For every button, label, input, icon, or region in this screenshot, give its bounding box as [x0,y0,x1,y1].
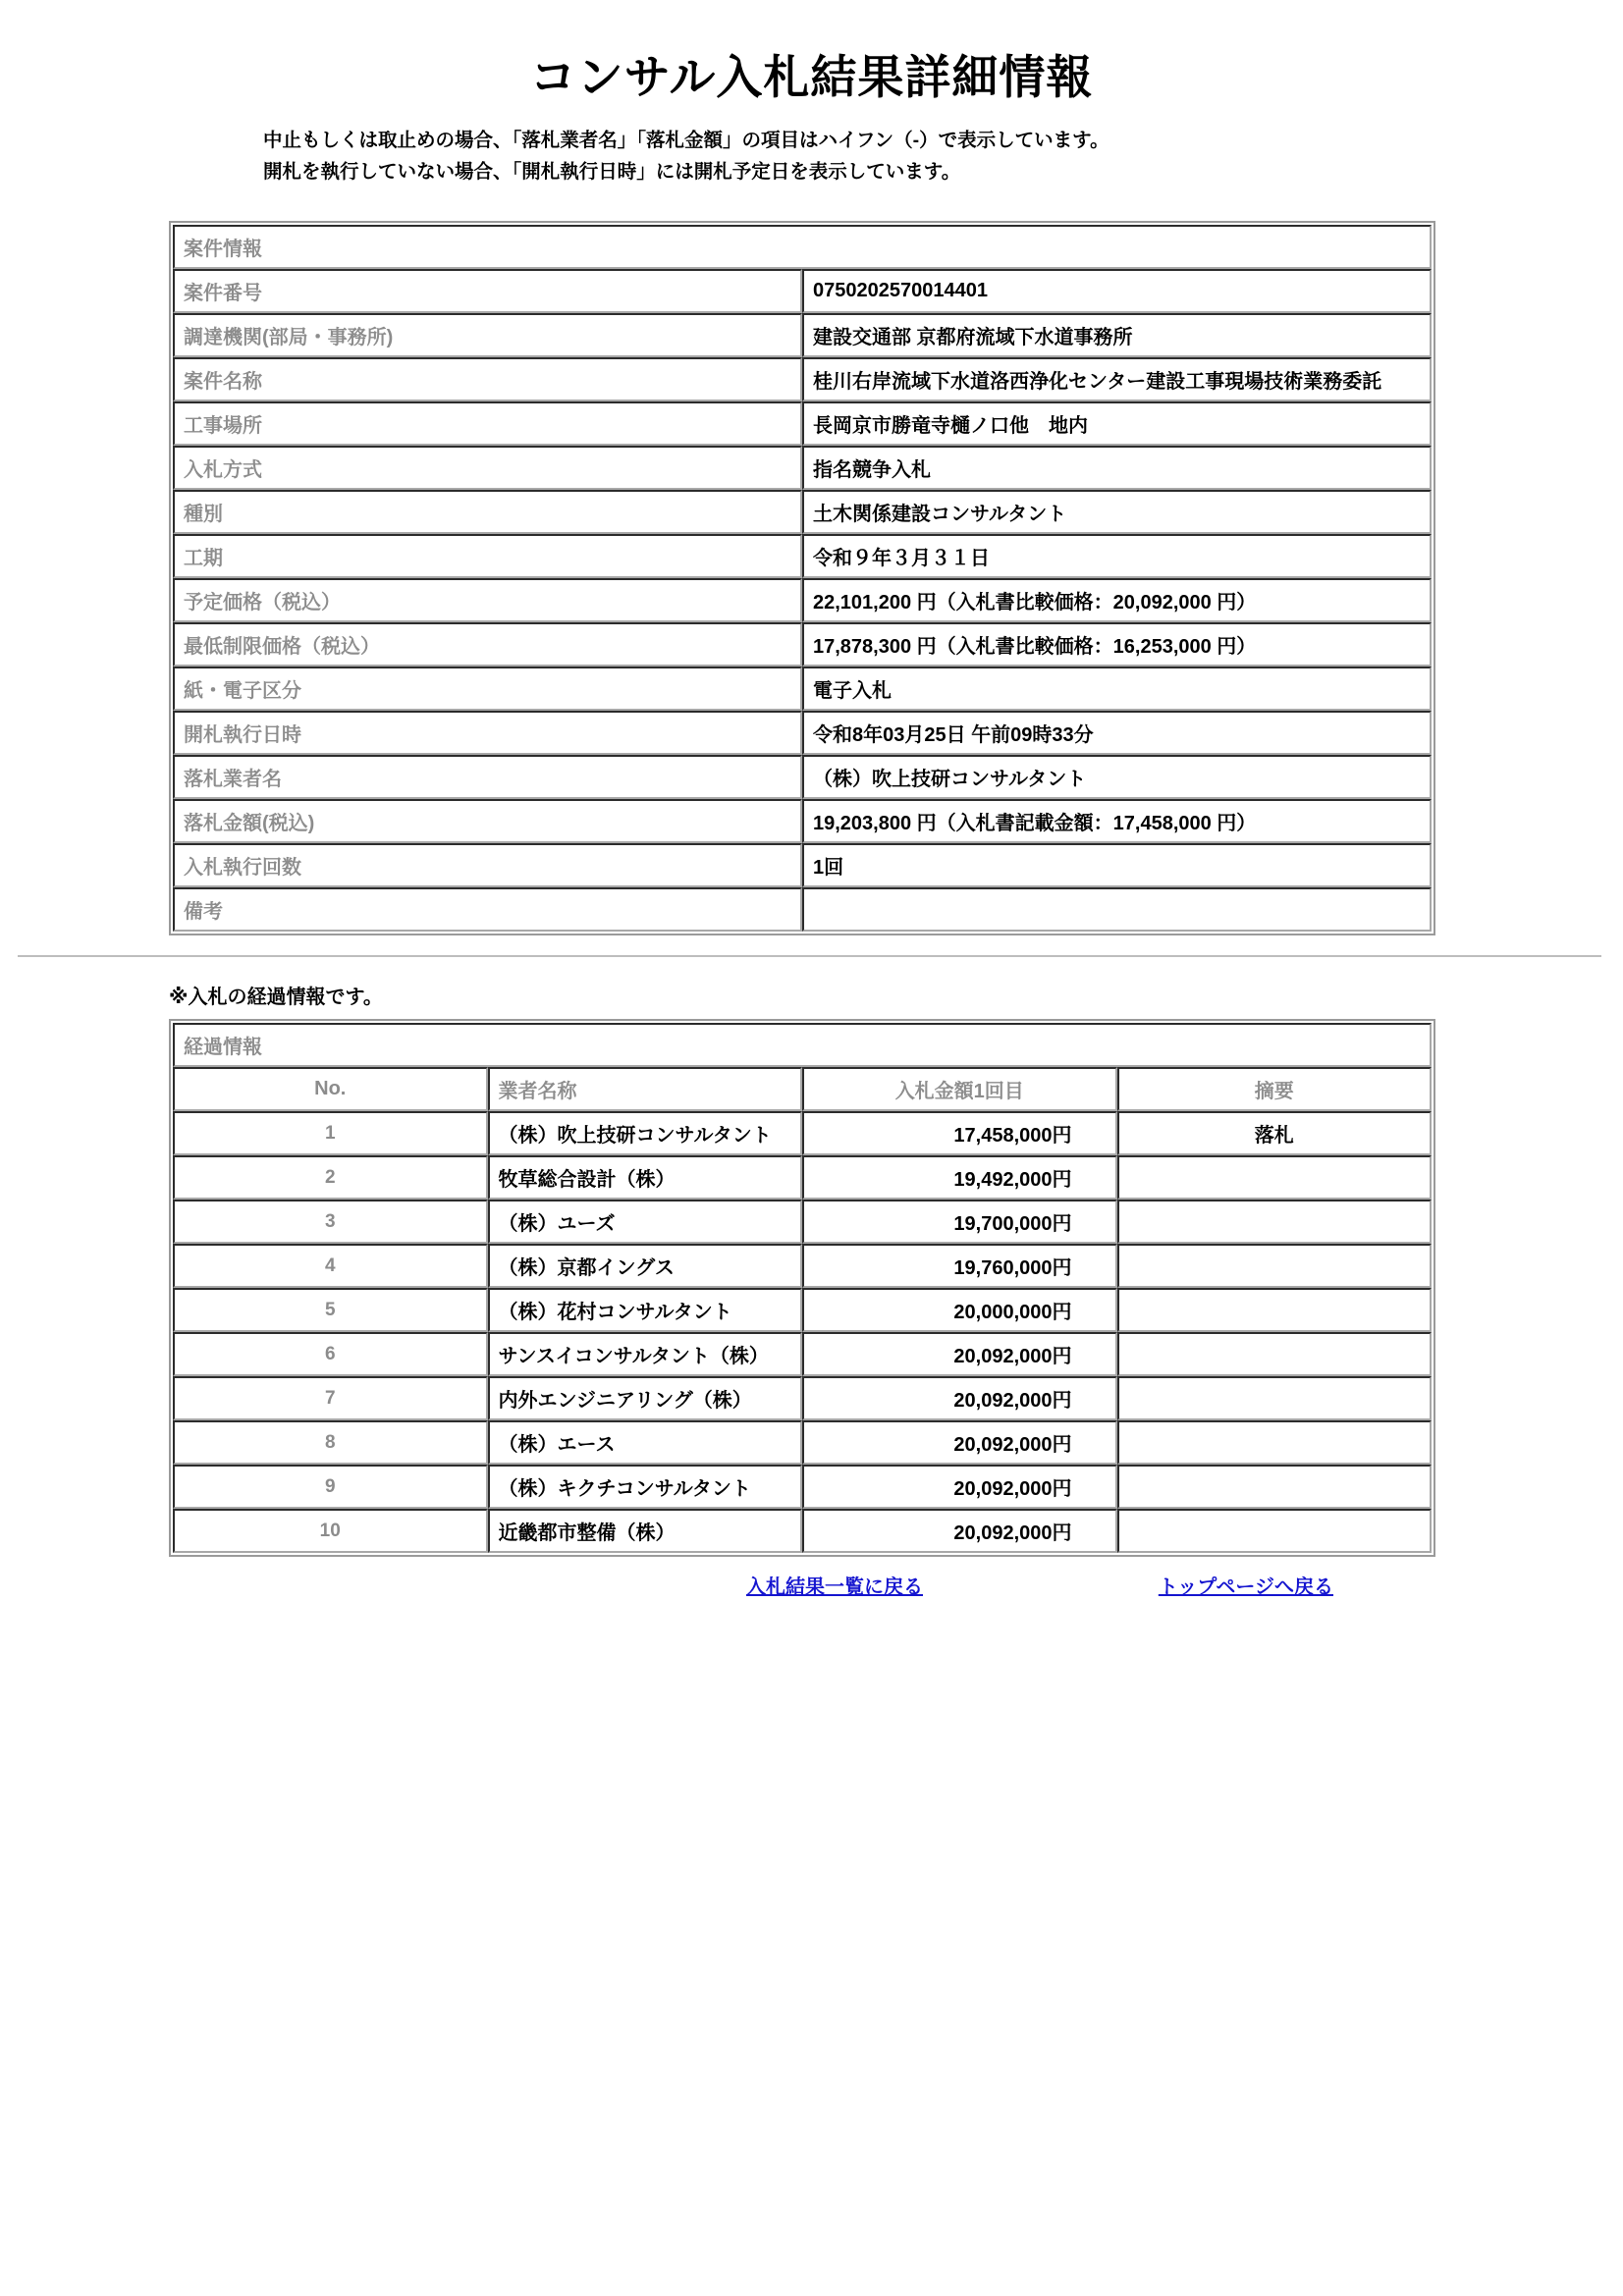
case-info-row [173,578,1432,622]
progress-table-wrapper [169,1019,1435,1557]
progress-cell-amount: 20,092,000円 [802,1509,1117,1553]
progress-cell-amount: 20,092,000円 [802,1332,1117,1376]
progress-cell-remark [1117,1465,1433,1509]
case-info-label: 工期 [173,534,802,578]
progress-cell-name: （株）花村コンサルタント [488,1288,803,1332]
case-info-label: 調達機関(部局・事務所) [173,313,802,357]
case-info-value: （株）吹上技研コンサルタント [802,755,1432,799]
progress-cell-no: 1 [173,1111,488,1155]
progress-cell-name: 内外エンジニアリング（株） [488,1376,803,1420]
case-info-table [173,225,1432,932]
case-info-label: 案件番号 [173,269,802,313]
progress-cell-remark: 落札 [1117,1111,1433,1155]
progress-banner-row [173,1023,1432,1067]
subtitle-line-1: 中止もしくは取止めの場合、「落札業者名」「落札金額」の項目はハイフン（-）で表示しています。 [263,130,1109,152]
progress-header-row [173,1067,1432,1111]
case-info-label: 落札金額(税込) [173,799,802,843]
progress-cell-amount: 20,092,000円 [802,1376,1117,1420]
case-info-value: 土木関係建設コンサルタント [802,490,1432,534]
progress-cell-no: 9 [173,1465,488,1509]
progress-cell-remark [1117,1155,1433,1200]
case-info-section-title: 案件情報 [173,225,1432,269]
case-info-row [173,799,1432,843]
progress-cell-amount: 20,092,000円 [802,1420,1117,1465]
case-info-value: 令和９年３月３１日 [802,534,1432,578]
progress-cell-no: 6 [173,1332,488,1376]
case-info-banner-row [173,225,1432,269]
case-info-row [173,887,1432,932]
footer-links [169,1571,1435,1604]
progress-cell-no: 10 [173,1509,488,1553]
progress-cell-no: 7 [173,1376,488,1420]
progress-cell-remark [1117,1376,1433,1420]
table-row [173,1509,1432,1553]
case-info-value: 0750202570014401 [802,269,1432,313]
case-info-label: 紙・電子区分 [173,667,802,711]
case-info-row [173,357,1432,401]
progress-section-title: 経過情報 [173,1023,1432,1067]
progress-cell-amount: 19,760,000円 [802,1244,1117,1288]
case-info-row [173,490,1432,534]
progress-cell-remark [1117,1200,1433,1244]
progress-cell-no: 4 [173,1244,488,1288]
progress-cell-name: （株）エース [488,1420,803,1465]
table-row [173,1155,1432,1200]
subtitle-line-2: 開札を執行していない場合、「開札執行日時」には開札予定日を表示しています。 [263,160,961,183]
progress-cell-amount: 19,492,000円 [802,1155,1117,1200]
progress-cell-amount: 19,700,000円 [802,1200,1117,1244]
progress-column-header-no: No. [173,1067,488,1111]
case-info-label: 最低制限価格（税込） [173,622,802,667]
progress-cell-name: 近畿都市整備（株） [488,1509,803,1553]
case-info-row [173,269,1432,313]
case-info-label: 工事場所 [173,401,802,446]
progress-cell-amount: 20,000,000円 [802,1288,1117,1332]
case-info-value: 建設交通部 京都府流域下水道事務所 [802,313,1432,357]
progress-column-header-name: 業者名称 [488,1067,803,1111]
case-info-label: 入札執行回数 [173,843,802,887]
case-info-value: 長岡京市勝竜寺樋ノ口他 地内 [802,401,1432,446]
progress-cell-name: （株）吹上技研コンサルタント [488,1111,803,1155]
table-row [173,1332,1432,1376]
progress-cell-amount: 17,458,000円 [802,1111,1117,1155]
case-info-label: 落札業者名 [173,755,802,799]
table-row [173,1200,1432,1244]
progress-cell-remark [1117,1244,1433,1288]
progress-cell-remark [1117,1288,1433,1332]
case-info-value: 1回 [802,843,1432,887]
progress-cell-remark [1117,1509,1433,1553]
progress-cell-name: 牧草総合設計（株） [488,1155,803,1200]
table-row [173,1465,1432,1509]
case-info-value: 桂川右岸流域下水道洛西浄化センター建設工事現場技術業務委託 [802,357,1432,401]
table-row [173,1288,1432,1332]
progress-cell-remark [1117,1420,1433,1465]
case-info-label: 開札執行日時 [173,711,802,755]
progress-cell-no: 3 [173,1200,488,1244]
case-info-label: 備考 [173,887,802,932]
progress-column-header-amount: 入札金額1回目 [802,1067,1117,1111]
page-title: コンサル入札結果詳細情報 [529,51,1094,103]
case-info-value: 19,203,800 円（入札書記載金額：17,458,000 円） [802,799,1432,843]
case-info-row [173,534,1432,578]
back-to-list-link[interactable]: 入札結果一覧に戻る [746,1576,923,1599]
case-info-value: 令和8年03月25日 午前09時33分 [802,711,1432,755]
case-info-row [173,667,1432,711]
case-info-row [173,755,1432,799]
progress-cell-no: 2 [173,1155,488,1200]
progress-cell-name: サンスイコンサルタント（株） [488,1332,803,1376]
table-row [173,1420,1432,1465]
progress-column-header-remark: 摘要 [1117,1067,1433,1111]
progress-cell-no: 5 [173,1288,488,1332]
case-info-row [173,401,1432,446]
progress-cell-amount: 20,092,000円 [802,1465,1117,1509]
case-info-value [802,887,1432,932]
progress-note: ※入札の経過情報です。 [169,987,383,1009]
progress-cell-name: （株）キクチコンサルタント [488,1465,803,1509]
table-row [173,1376,1432,1420]
case-info-value: 17,878,300 円（入札書比較価格：16,253,000 円） [802,622,1432,667]
back-to-top-link[interactable]: トップページへ戻る [1158,1576,1333,1599]
case-info-label: 案件名称 [173,357,802,401]
case-info-row [173,711,1432,755]
table-row [173,1111,1432,1155]
case-info-value: 指名競争入札 [802,446,1432,490]
progress-cell-no: 8 [173,1420,488,1465]
case-info-row [173,446,1432,490]
case-info-row [173,843,1432,887]
case-info-row [173,622,1432,667]
page-subtitle [0,126,1623,187]
section-divider [18,955,1601,957]
table-row [173,1244,1432,1288]
progress-cell-name: （株）京都イングス [488,1244,803,1288]
progress-cell-remark [1117,1332,1433,1376]
case-info-label: 入札方式 [173,446,802,490]
progress-table [173,1023,1432,1553]
case-info-value: 22,101,200 円（入札書比較価格：20,092,000 円） [802,578,1432,622]
progress-cell-name: （株）ユーズ [488,1200,803,1244]
case-info-row [173,313,1432,357]
case-info-label: 種別 [173,490,802,534]
case-info-table-wrapper [169,221,1435,935]
case-info-label: 予定価格（税込） [173,578,802,622]
case-info-value: 電子入札 [802,667,1432,711]
